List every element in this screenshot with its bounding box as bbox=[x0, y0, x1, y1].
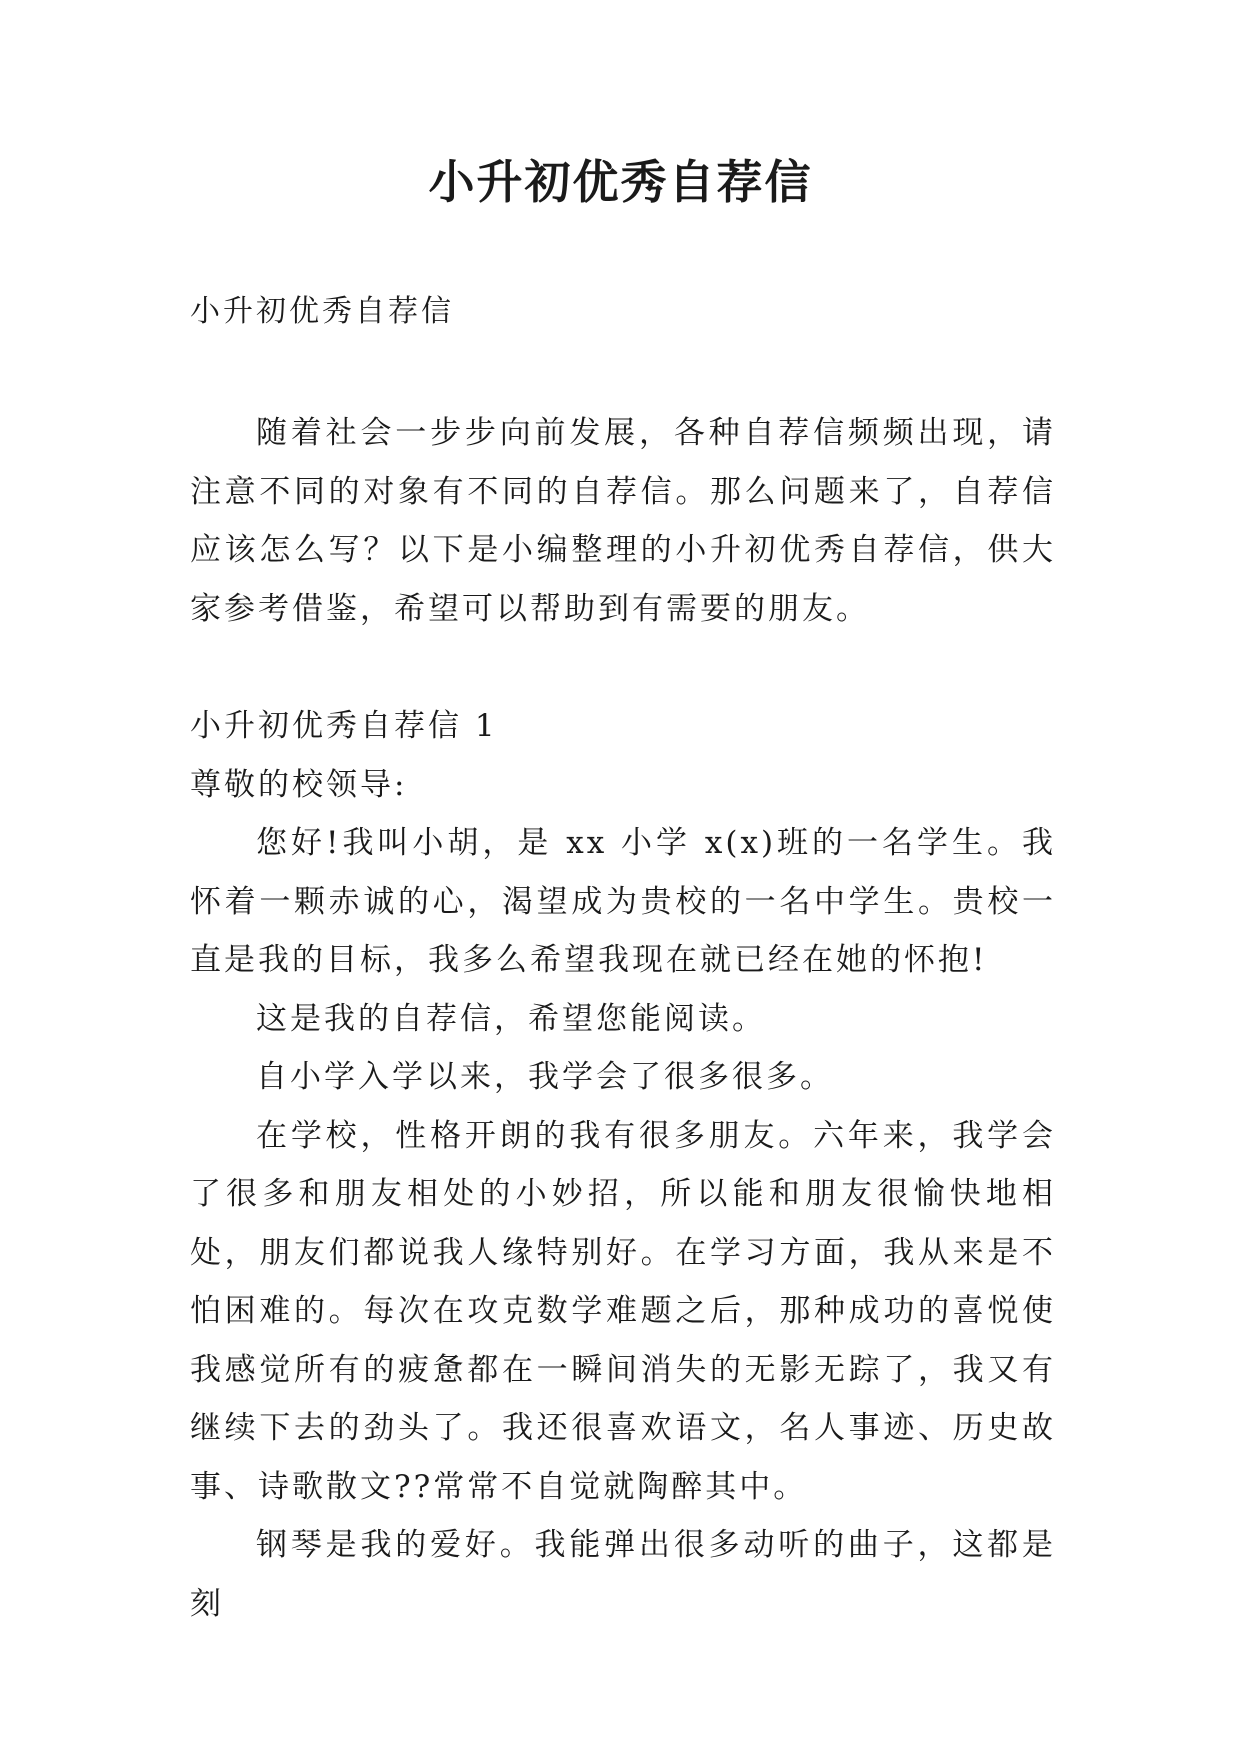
letter-section bbox=[190, 697, 1056, 1633]
document-title: 小升初优秀自荐信 bbox=[428, 155, 813, 209]
letter-salutation: 尊敬的校领导: bbox=[190, 766, 408, 803]
letter-heading: 小升初优秀自荐信 1 bbox=[190, 708, 498, 744]
document-subtitle: 小升初优秀自荐信 bbox=[190, 294, 454, 329]
intro-section bbox=[190, 404, 1056, 638]
letter-paragraph: 钢琴是我的爱好。我能弹出很多动听的曲子，这都是刻 bbox=[190, 1527, 1056, 1622]
intro-paragraph: 随着社会一步步向前发展，各种自荐信频频出现，请注意不同的对象有不同的自荐信。那么问题来了，自荐信应该怎么写？以下是小编整理的小升初优秀自荐信，供大家参考借鉴，希望可以帮助到有需要的朋友。 bbox=[190, 415, 1056, 627]
letter-paragraph: 这是我的自荐信，希望您能阅读。 bbox=[256, 1000, 766, 1037]
letter-paragraph: 自小学入学以来，我学会了很多很多。 bbox=[256, 1059, 834, 1095]
letter-paragraph: 在学校，性格开朗的我有很多朋友。六年来，我学会了很多和朋友相处的小妙招，所以能和朋友很愉快地相处，朋友们都说我人缘特别好。在学习方面，我从来是不怕困难的。每次在攻克数学难题之后，那种成功的喜悦使我感觉所有的疲惫都在一瞬间消失的无影无踪了，我又有继续下去的劲头了。我还很喜欢语文，名人事迹、历史故事、诗歌散文??常常不自觉就陶醉其中。 bbox=[190, 1117, 1056, 1505]
letter-paragraph: 您好!我叫小胡，是 xx 小学 x(x)班的一名学生。我怀着一颗赤诚的心，渴望成为贵校的一名中学生。贵校一直是我的目标，我多么希望我现在就已经在她的怀抱! bbox=[190, 825, 1056, 978]
